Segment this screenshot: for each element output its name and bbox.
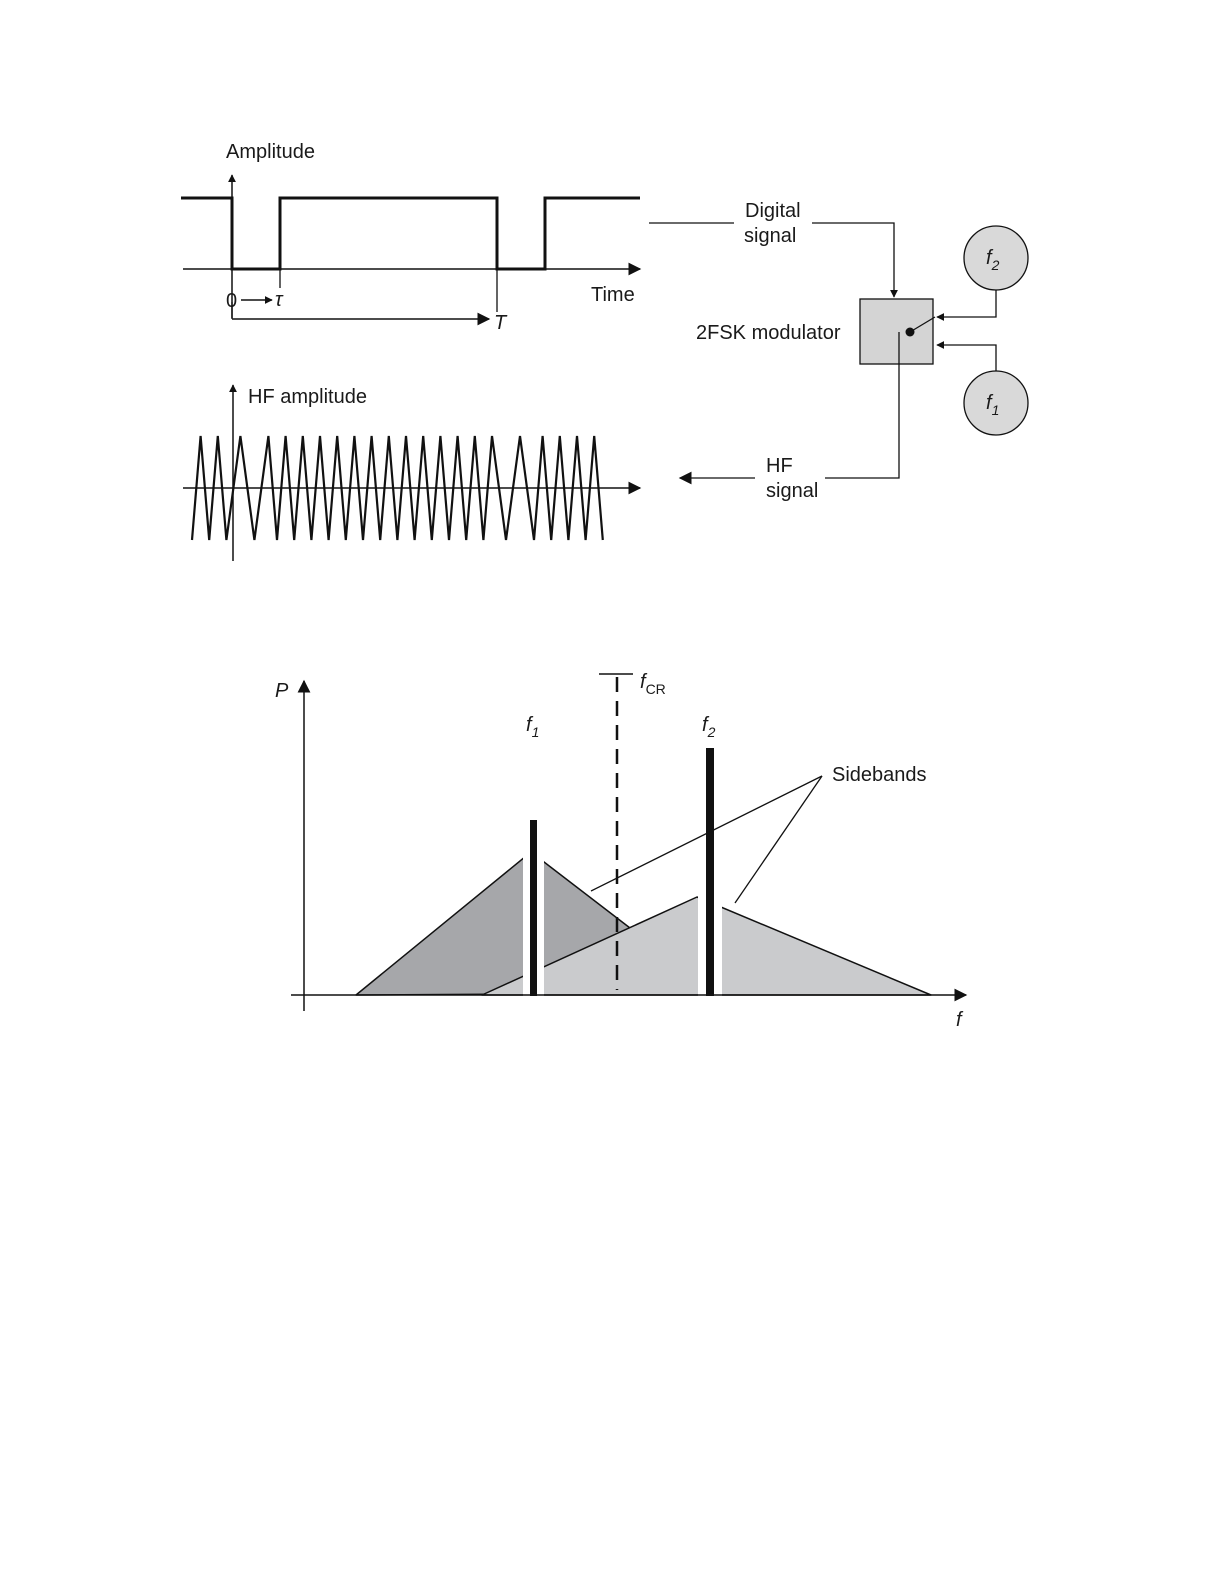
carrier-f2-label: $f_2$ bbox=[702, 714, 716, 740]
hf-signal-label-1: HF bbox=[766, 455, 793, 477]
sidebands-pointer-2 bbox=[735, 776, 822, 903]
modulator-block bbox=[649, 200, 1028, 502]
digital-feed-line-right bbox=[812, 223, 894, 297]
frequency-axis-label: f bbox=[956, 1009, 962, 1031]
carrier-f1 bbox=[530, 820, 537, 996]
modulator-label: 2FSK modulator bbox=[696, 322, 841, 344]
oscillator-f2-label: $f_2$ bbox=[986, 247, 1000, 273]
spectrum-plot bbox=[275, 671, 966, 1031]
f1-feed-line bbox=[937, 345, 996, 372]
carrier-f1-label: $f_1$ bbox=[526, 714, 540, 740]
period-label: T bbox=[494, 312, 507, 334]
digital-signal-label-2: signal bbox=[744, 225, 797, 247]
modulator-box bbox=[860, 299, 933, 364]
hf-signal-plot bbox=[183, 385, 640, 561]
power-axis-label: P bbox=[275, 680, 289, 702]
tau-label: τ bbox=[275, 289, 283, 311]
carrier-f2 bbox=[706, 748, 714, 996]
sidebands-label: Sidebands bbox=[832, 764, 927, 786]
f2-feed-line bbox=[937, 290, 996, 317]
fcr-label: $f_{CR}$ bbox=[640, 671, 666, 697]
amplitude-label: Amplitude bbox=[226, 141, 315, 163]
digital-signal-plot bbox=[181, 141, 640, 334]
time-label: Time bbox=[591, 284, 635, 306]
oscillator-f1-label: $f_1$ bbox=[986, 392, 1000, 418]
digital-waveform bbox=[181, 198, 640, 269]
zero-label: 0 bbox=[226, 290, 238, 312]
hf-signal-label-2: signal bbox=[766, 480, 819, 502]
hf-amplitude-label: HF amplitude bbox=[248, 386, 367, 408]
digital-signal-label-1: Digital bbox=[745, 200, 801, 222]
